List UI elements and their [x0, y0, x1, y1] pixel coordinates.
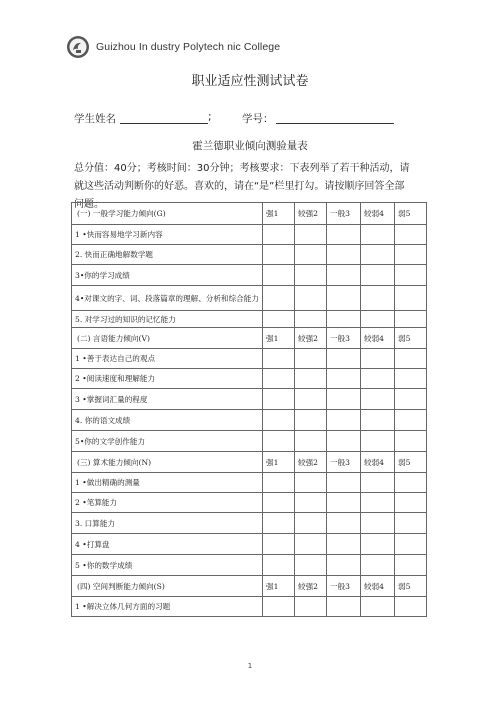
student-name-field[interactable]: [120, 123, 208, 124]
rating-cell[interactable]: [327, 431, 361, 452]
rating-cell[interactable]: [395, 311, 427, 328]
rating-cell[interactable]: [263, 534, 295, 555]
rating-cell[interactable]: [361, 389, 395, 410]
scale-label: 强1: [263, 576, 295, 597]
scale-label: 较弱4: [361, 576, 395, 597]
rating-cell[interactable]: [327, 245, 361, 265]
table-row: [72, 389, 427, 410]
section-header-row: [72, 203, 427, 225]
rating-cell[interactable]: [361, 597, 395, 617]
table-row: [72, 410, 427, 431]
rating-cell[interactable]: [395, 410, 427, 431]
rating-cell[interactable]: [327, 410, 361, 431]
item-label: 2 •笔算能力: [72, 493, 263, 513]
scale-label: 较强2: [295, 328, 327, 349]
scale-label: 强1: [263, 452, 295, 473]
rating-cell[interactable]: [295, 265, 327, 286]
rating-cell[interactable]: [327, 555, 361, 576]
section-title: (四) 空间判断能力倾向(S): [72, 576, 263, 597]
page-header: [66, 32, 280, 62]
rating-cell[interactable]: [395, 431, 427, 452]
rating-cell[interactable]: [395, 225, 427, 245]
rating-cell[interactable]: [295, 473, 327, 493]
item-label: 3. 口算能力: [72, 513, 263, 534]
rating-cell[interactable]: [295, 513, 327, 534]
scale-label: 较强2: [295, 203, 327, 225]
rating-cell[interactable]: [327, 513, 361, 534]
rating-cell[interactable]: [361, 245, 395, 265]
table-row: [72, 311, 427, 328]
rating-cell[interactable]: [395, 349, 427, 369]
rating-cell[interactable]: [295, 431, 327, 452]
rating-cell[interactable]: [263, 597, 295, 617]
table-row: [72, 349, 427, 369]
item-label: 5•你的文学创作能力: [72, 431, 263, 452]
rating-cell[interactable]: [263, 473, 295, 493]
rating-cell[interactable]: [295, 389, 327, 410]
rating-cell[interactable]: [295, 410, 327, 431]
scale-label: 一般3: [327, 203, 361, 225]
rating-cell[interactable]: [263, 389, 295, 410]
item-label: 5 •你的数学成绩: [72, 555, 263, 576]
rating-cell[interactable]: [295, 597, 327, 617]
section-title: (二) 言语能力倾向(V): [72, 328, 263, 349]
rating-cell[interactable]: [263, 431, 295, 452]
rating-cell[interactable]: [295, 225, 327, 245]
table-row: [72, 369, 427, 389]
college-name: Guizhou In dustry Polytech nic College: [96, 41, 281, 53]
rating-cell[interactable]: [395, 555, 427, 576]
rating-cell[interactable]: [327, 369, 361, 389]
table-row: [72, 225, 427, 245]
rating-cell[interactable]: [361, 493, 395, 513]
scale-label: 一般3: [327, 328, 361, 349]
rating-cell[interactable]: [327, 349, 361, 369]
rating-cell[interactable]: [395, 597, 427, 617]
rating-cell[interactable]: [361, 311, 395, 328]
table-row: [72, 555, 427, 576]
scale-label: 较强2: [295, 576, 327, 597]
rating-cell[interactable]: [263, 349, 295, 369]
student-name-separator: ;: [208, 111, 212, 123]
section-title: (一) 一般学习能力倾向(G): [72, 203, 263, 225]
item-label: 2. 快而正确地解数学题: [72, 245, 263, 265]
rating-cell[interactable]: [361, 369, 395, 389]
scale-label: 较弱4: [361, 452, 395, 473]
document-title: 职业适应性测试试卷: [191, 74, 309, 89]
item-label: 4•对课文的字、词、段落篇章的理解、分析和综合能力: [72, 286, 263, 311]
rating-cell[interactable]: [263, 513, 295, 534]
rating-cell[interactable]: [263, 311, 295, 328]
item-label: 1 •快而容易地学习新内容: [72, 225, 263, 245]
rating-cell[interactable]: [361, 265, 395, 286]
rating-cell[interactable]: [361, 473, 395, 493]
rating-cell[interactable]: [295, 555, 327, 576]
rating-cell[interactable]: [395, 265, 427, 286]
student-name-label: 学生姓名: [74, 113, 116, 125]
table-row: [72, 493, 427, 513]
table-row: [72, 513, 427, 534]
table-row: [72, 265, 427, 286]
rating-cell[interactable]: [295, 369, 327, 389]
survey-table: [71, 202, 427, 617]
rating-cell[interactable]: [263, 369, 295, 389]
page-number: 1: [247, 662, 253, 670]
scale-label: 弱5: [395, 203, 427, 225]
rating-cell[interactable]: [327, 225, 361, 245]
rating-cell[interactable]: [263, 493, 295, 513]
scale-label: 弱5: [395, 328, 427, 349]
rating-cell[interactable]: [263, 555, 295, 576]
scale-label: 强1: [263, 328, 295, 349]
rating-cell[interactable]: [395, 245, 427, 265]
rating-cell[interactable]: [295, 534, 327, 555]
table-row: [72, 286, 427, 311]
rating-cell[interactable]: [295, 245, 327, 265]
section-header-row: [72, 452, 427, 473]
scale-label: 弱5: [395, 576, 427, 597]
rating-cell[interactable]: [395, 389, 427, 410]
college-logo-icon: [66, 35, 90, 59]
section-header-row: [72, 576, 427, 597]
rating-cell[interactable]: [361, 349, 395, 369]
rating-cell[interactable]: [361, 431, 395, 452]
rating-cell[interactable]: [395, 473, 427, 493]
rating-cell[interactable]: [295, 311, 327, 328]
table-row: [72, 597, 427, 617]
instructions-text: 总分值：40分；考核时间：30分钟；考核要求：下表列举了若干种活动，请就这些活动判断你的好恶。喜欢的，请在“是”栏里打勾。请按顺序回答全部问题。: [74, 163, 410, 210]
rating-cell[interactable]: [327, 473, 361, 493]
rating-cell[interactable]: [327, 389, 361, 410]
rating-cell[interactable]: [395, 493, 427, 513]
scale-label: 较强2: [295, 452, 327, 473]
survey-subtitle: 霍兰德职业倾向测验量表: [192, 140, 308, 152]
student-id-label: 学号：: [242, 113, 274, 125]
student-id-field[interactable]: [276, 123, 394, 124]
table-row: [72, 245, 427, 265]
rating-cell[interactable]: [361, 410, 395, 431]
section-header-row: [72, 328, 427, 349]
rating-cell[interactable]: [263, 286, 295, 311]
rating-cell[interactable]: [263, 410, 295, 431]
item-label: 4. 你的语文成绩: [72, 410, 263, 431]
rating-cell[interactable]: [327, 534, 361, 555]
rating-cell[interactable]: [295, 286, 327, 311]
rating-cell[interactable]: [361, 513, 395, 534]
table-row: [72, 431, 427, 452]
item-label: 4 •打算盘: [72, 534, 263, 555]
rating-cell[interactable]: [327, 286, 361, 311]
rating-cell[interactable]: [327, 597, 361, 617]
item-label: 3 •掌握词汇量的程度: [72, 389, 263, 410]
table-row: [72, 534, 427, 555]
item-label: 1 •解决立体几何方面的习题: [72, 597, 263, 617]
scale-label: 较弱4: [361, 328, 395, 349]
rating-cell[interactable]: [361, 225, 395, 245]
rating-cell[interactable]: [263, 265, 295, 286]
rating-cell[interactable]: [361, 555, 395, 576]
rating-cell[interactable]: [263, 225, 295, 245]
scale-label: 一般3: [327, 452, 361, 473]
rating-cell[interactable]: [327, 493, 361, 513]
item-label: 1 •做出精确的测量: [72, 473, 263, 493]
rating-cell[interactable]: [395, 286, 427, 311]
rating-cell[interactable]: [295, 493, 327, 513]
rating-cell[interactable]: [327, 311, 361, 328]
item-label: 5. 对学习过的知识的记忆能力: [72, 311, 263, 328]
rating-cell[interactable]: [395, 513, 427, 534]
item-label: 2 •阅读速度和理解能力: [72, 369, 263, 389]
rating-cell[interactable]: [395, 369, 427, 389]
scale-label: 强1: [263, 203, 295, 225]
table-row: [72, 473, 427, 493]
scale-label: 较弱4: [361, 203, 395, 225]
rating-cell[interactable]: [327, 265, 361, 286]
rating-cell[interactable]: [361, 534, 395, 555]
rating-cell[interactable]: [295, 349, 327, 369]
rating-cell[interactable]: [395, 534, 427, 555]
scale-label: 一般3: [327, 576, 361, 597]
rating-cell[interactable]: [263, 245, 295, 265]
item-label: 1 •善于表达自己的观点: [72, 349, 263, 369]
item-label: 3•你的学习成绩: [72, 265, 263, 286]
scale-label: 弱5: [395, 452, 427, 473]
rating-cell[interactable]: [361, 286, 395, 311]
section-title: (三) 算术能力倾向(N): [72, 452, 263, 473]
